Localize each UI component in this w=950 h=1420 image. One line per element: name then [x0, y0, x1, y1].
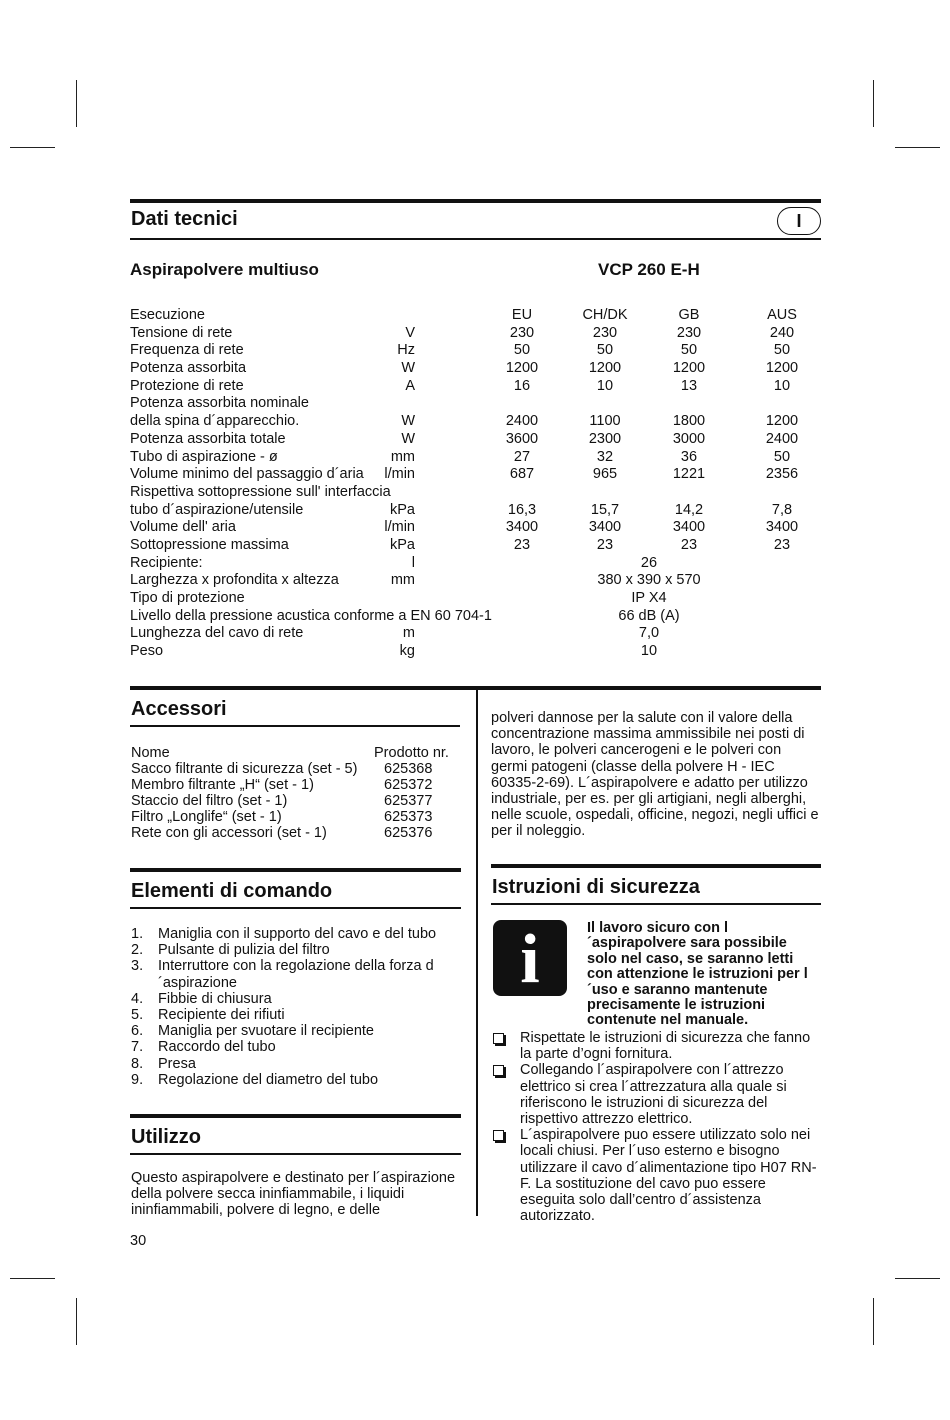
list-text: Maniglia per svuotare il recipiente [158, 1023, 374, 1040]
safety-bullets [493, 1030, 821, 1224]
column-divider [476, 689, 478, 1216]
spec-label: Lunghezza del cavo di rete [130, 625, 304, 642]
list-item [131, 1023, 461, 1039]
accessori-code: 625376 [384, 825, 433, 841]
crop-mark [10, 147, 55, 148]
section-underline [130, 907, 461, 909]
spec-value: 23 [773, 536, 791, 553]
accessori-row [131, 825, 461, 841]
accessori-name: Filtro „Longlife“ (set - 1) [131, 809, 282, 825]
model-name: VCP 260 E-H [598, 260, 700, 279]
spec-value: 687 [509, 466, 535, 483]
list-text: Interruttore con la regolazione della forza d´aspirazione [158, 958, 434, 991]
accessori-name: Rete con gli accessori (set - 1) [131, 825, 327, 841]
spec-label: Recipiente: [130, 554, 203, 571]
spec-row [130, 449, 810, 467]
spec-row [130, 555, 810, 573]
spec-value: 3400 [588, 519, 622, 536]
variant-col: AUS [767, 307, 797, 323]
spec-row [130, 360, 810, 378]
spec-label: Rispettiva sottopressione sull' interfaccia [130, 483, 391, 500]
section-underline [130, 1153, 461, 1155]
list-item [131, 1039, 461, 1055]
variant-col: CH/DK [582, 307, 628, 323]
list-number: 2. [131, 942, 144, 959]
spec-unit: W [401, 430, 415, 447]
list-item [131, 1007, 461, 1023]
accessori-code: 625368 [384, 761, 433, 777]
spec-unit: l [411, 554, 415, 571]
spec-value: 1800 [672, 413, 706, 430]
info-icon: i [493, 920, 567, 996]
spec-value: 2300 [588, 430, 622, 447]
section-rule [491, 864, 821, 868]
safety-note: Il lavoro sicuro con l´aspirapolvere sara possibile solo nel caso, se saranno letti con attenzione le istruzioni per l´uso e saranno mantenute precisamente le istruzioni contenute nel manuale. [587, 920, 808, 1029]
spec-value: 230 [592, 324, 618, 341]
crop-mark [895, 1278, 940, 1279]
utilizzo-text-right: polveri dannose per la salute con il valore della concentrazione massima ammissibile nei posti di lavoro, le polveri cancerogeni e le polveri con germi patogeni (classe della polvere H - IEC 60335-2-69). L´aspirapolvere e adatto per utilizzo industriale, per es. per gli artigiani, negli alberghi, nelle scuole, ospedali, officine, negozi, negli uffici e per il noleggio. [491, 710, 819, 840]
spec-label: Peso [130, 643, 164, 660]
list-item [131, 991, 461, 1007]
spec-value: 23 [596, 536, 614, 553]
list-number: 1. [131, 926, 144, 942]
spec-value: 3400 [672, 519, 706, 536]
accessori-row [131, 761, 461, 777]
spec-table [130, 307, 810, 661]
list-item [131, 1056, 461, 1072]
spec-value: 2400 [505, 413, 539, 430]
spec-value: 50 [773, 448, 791, 465]
bullet-text: Rispettate le istruzioni di sicurezza che fanno la parte d’ogni fornitura. [520, 1030, 811, 1063]
spec-label: Livello della pressione acustica conforme a EN 60 704-1 [130, 607, 492, 624]
accessori-row [131, 793, 461, 809]
page-number: 30 [130, 1233, 147, 1249]
spec-row [130, 342, 810, 360]
spec-value: 3600 [505, 430, 539, 447]
spec-label: Potenza assorbita [130, 360, 247, 377]
spec-rows [130, 325, 810, 661]
spec-unit: m [402, 625, 415, 642]
bullet-item [493, 1030, 821, 1062]
language-badge: I [777, 207, 821, 235]
bullet-item [493, 1127, 821, 1224]
spec-value: 27 [513, 448, 531, 465]
variant-col: GB [678, 307, 700, 323]
section-rule [130, 1114, 461, 1118]
spec-header-row [130, 307, 810, 325]
header-top-rule [130, 199, 821, 203]
spec-value: 7,0 [638, 625, 660, 642]
spec-row [130, 431, 810, 449]
sicurezza-heading: Istruzioni di sicurezza [492, 876, 700, 898]
list-item [131, 1072, 461, 1088]
spec-label: Potenza assorbita nominale [130, 395, 309, 412]
spec-value: 50 [513, 342, 531, 359]
crop-mark [873, 80, 874, 127]
spec-row [130, 625, 810, 643]
checkbox-bullet-icon [493, 1065, 504, 1076]
spec-value: 1221 [672, 466, 706, 483]
accessori-code: 625377 [384, 793, 433, 809]
spec-value: 1200 [588, 360, 622, 377]
spec-value: 1100 [589, 413, 621, 430]
spec-unit: kPa [390, 501, 415, 518]
spec-row [130, 590, 810, 608]
list-number: 8. [131, 1055, 144, 1072]
spec-value: 50 [596, 342, 614, 359]
section-underline [491, 903, 821, 905]
list-number: 6. [131, 1023, 144, 1040]
spec-unit: W [401, 360, 415, 377]
list-number: 5. [131, 1007, 144, 1024]
spec-value: 1200 [765, 413, 799, 430]
spec-row [130, 572, 810, 590]
spec-value: 50 [773, 342, 791, 359]
spec-unit: l/min [384, 519, 415, 536]
spec-value: 3000 [672, 430, 706, 447]
spec-value: 16 [513, 377, 531, 394]
crop-mark [873, 1298, 874, 1345]
spec-label: Protezione di rete [130, 377, 244, 394]
spec-row [130, 395, 810, 413]
header-bottom-rule [130, 238, 821, 240]
spec-unit: l/min [384, 466, 415, 483]
spec-value: 36 [680, 448, 698, 465]
comandi-list [131, 926, 461, 1088]
spec-value: 3400 [505, 519, 539, 536]
spec-value: 10 [773, 377, 791, 394]
spec-unit: mm [390, 572, 415, 589]
spec-value: 380 x 390 x 570 [597, 572, 701, 589]
accessori-col-code: Prodotto nr. [374, 745, 449, 761]
spec-value: 1200 [672, 360, 706, 377]
accessori-header-row [131, 745, 461, 761]
spec-value: 50 [680, 342, 698, 359]
list-text: Raccordo del tubo [158, 1039, 276, 1056]
spec-unit: V [405, 324, 415, 341]
list-number: 7. [131, 1039, 144, 1056]
spec-unit: Hz [397, 342, 415, 359]
checkbox-bullet-icon [493, 1033, 504, 1044]
accessori-table [131, 745, 461, 841]
bullet-text: L´aspirapolvere puo essere utilizzato solo nei locali chiusi. Per l´uso esterno e bisogno utilizzare il cavo d´alimentazione tipo H07 RN-F. La sostituzione del cavo puo essere eseguita solo dall’centro d´assistenza autorizzato. [520, 1127, 817, 1225]
spec-label: Larghezza x profondita x altezza [130, 572, 339, 589]
accessori-heading: Accessori [131, 698, 227, 720]
spec-value: 7,8 [771, 501, 793, 518]
accessori-name: Staccio del filtro (set - 1) [131, 793, 288, 809]
list-item [131, 958, 461, 990]
spec-value: 23 [680, 536, 698, 553]
spec-value: 13 [680, 377, 698, 394]
spec-label: tubo d´aspirazione/utensile [130, 501, 304, 518]
list-text: Pulsante di pulizia del filtro [158, 942, 330, 959]
spec-value: 10 [596, 377, 614, 394]
spec-value: 32 [596, 448, 614, 465]
spec-row [130, 378, 810, 396]
spec-value: 230 [676, 324, 702, 341]
spec-value: 15,7 [590, 501, 620, 518]
spec-unit: A [405, 377, 415, 394]
utilizzo-heading: Utilizzo [131, 1126, 201, 1148]
bullet-text: Collegando l´aspirapolvere con l´attrezzo elettrico si crea l´attrezzatura alla quale si riferiscono le istruzioni di sicurezza del rispettivo attrezzo elettrico. [520, 1062, 787, 1128]
spec-value: 2400 [765, 430, 799, 447]
spec-value: 23 [513, 536, 531, 553]
spec-row [130, 484, 810, 502]
crop-mark [76, 1298, 77, 1345]
spec-unit: kPa [390, 536, 415, 553]
list-number: 3. [131, 958, 144, 975]
spec-value: 1200 [765, 360, 799, 377]
accessori-name: Sacco filtrante di sicurezza (set - 5) [131, 761, 358, 777]
spec-value: 1200 [505, 360, 539, 377]
crop-mark [895, 147, 940, 148]
spec-label: Tensione di rete [130, 324, 233, 341]
spec-value: 14,2 [674, 501, 704, 518]
spec-unit: mm [390, 448, 415, 465]
spec-value: IP X4 [631, 590, 667, 606]
page-title: Dati tecnici [131, 208, 238, 230]
list-text: Presa [158, 1055, 196, 1072]
accessori-row [131, 809, 461, 825]
spec-unit: W [401, 413, 415, 430]
variant-col: EU [511, 307, 533, 323]
spec-label: Tubo di aspirazione - ø [130, 448, 278, 465]
spec-row [130, 413, 810, 431]
spec-value: 10 [640, 643, 658, 660]
accessori-col-name: Nome [131, 745, 170, 761]
spec-label: Volume minimo del passaggio d´aria [130, 466, 364, 483]
spec-value: 2356 [765, 466, 799, 483]
list-text: Fibbie di chiusura [158, 990, 272, 1007]
spec-row [130, 608, 810, 626]
bullet-item [493, 1062, 821, 1127]
section-rule [130, 868, 461, 872]
list-number: 4. [131, 990, 144, 1007]
list-text: Maniglia con il supporto del cavo e del tubo [158, 926, 437, 942]
accessori-name: Membro filtrante „H“ (set - 1) [131, 777, 314, 793]
spec-label: Tipo di protezione [130, 590, 245, 606]
list-item [131, 942, 461, 958]
spec-header-label: Esecuzione [130, 307, 205, 323]
spec-value: 965 [592, 466, 618, 483]
spec-row [130, 325, 810, 343]
section-underline [130, 725, 460, 727]
spec-row [130, 643, 810, 661]
list-item [131, 926, 461, 942]
spec-label: della spina d´apparecchio. [130, 413, 300, 430]
accessori-code: 625372 [384, 777, 433, 793]
spec-value: 3400 [765, 519, 799, 536]
utilizzo-text-left: Questo aspirapolvere e destinato per l´aspirazione della polvere secca ininfiammabile, i liquidi ininfiammabili, polvere di legno, e delle [131, 1170, 456, 1219]
spec-label: Frequenza di rete [130, 342, 244, 359]
spec-value: 26 [640, 554, 658, 571]
accessori-code: 625373 [384, 809, 433, 825]
accessori-rows [131, 761, 461, 841]
spec-value: 240 [769, 324, 795, 341]
checkbox-bullet-icon [493, 1130, 504, 1141]
product-type: Aspirapolvere multiuso [130, 260, 319, 279]
spec-row [130, 502, 810, 520]
comandi-list-wrap [131, 926, 461, 1088]
crop-mark [10, 1278, 55, 1279]
list-number: 9. [131, 1071, 144, 1088]
spec-label: Potenza assorbita totale [130, 430, 286, 447]
list-text: Recipiente dei rifiuti [158, 1007, 285, 1024]
spec-value: 230 [509, 324, 535, 341]
list-text: Regolazione del diametro del tubo [158, 1071, 379, 1088]
spec-label: Volume dell' aria [130, 519, 236, 536]
accessori-row [131, 777, 461, 793]
spec-row [130, 466, 810, 484]
spec-label: Sottopressione massima [130, 536, 289, 553]
crop-mark [76, 80, 77, 127]
spec-unit: kg [399, 643, 415, 660]
spec-value: 66 dB (A) [618, 607, 680, 624]
spec-row [130, 537, 810, 555]
comandi-heading: Elementi di comando [131, 880, 333, 902]
spec-row [130, 519, 810, 537]
spec-value: 16,3 [507, 501, 537, 518]
